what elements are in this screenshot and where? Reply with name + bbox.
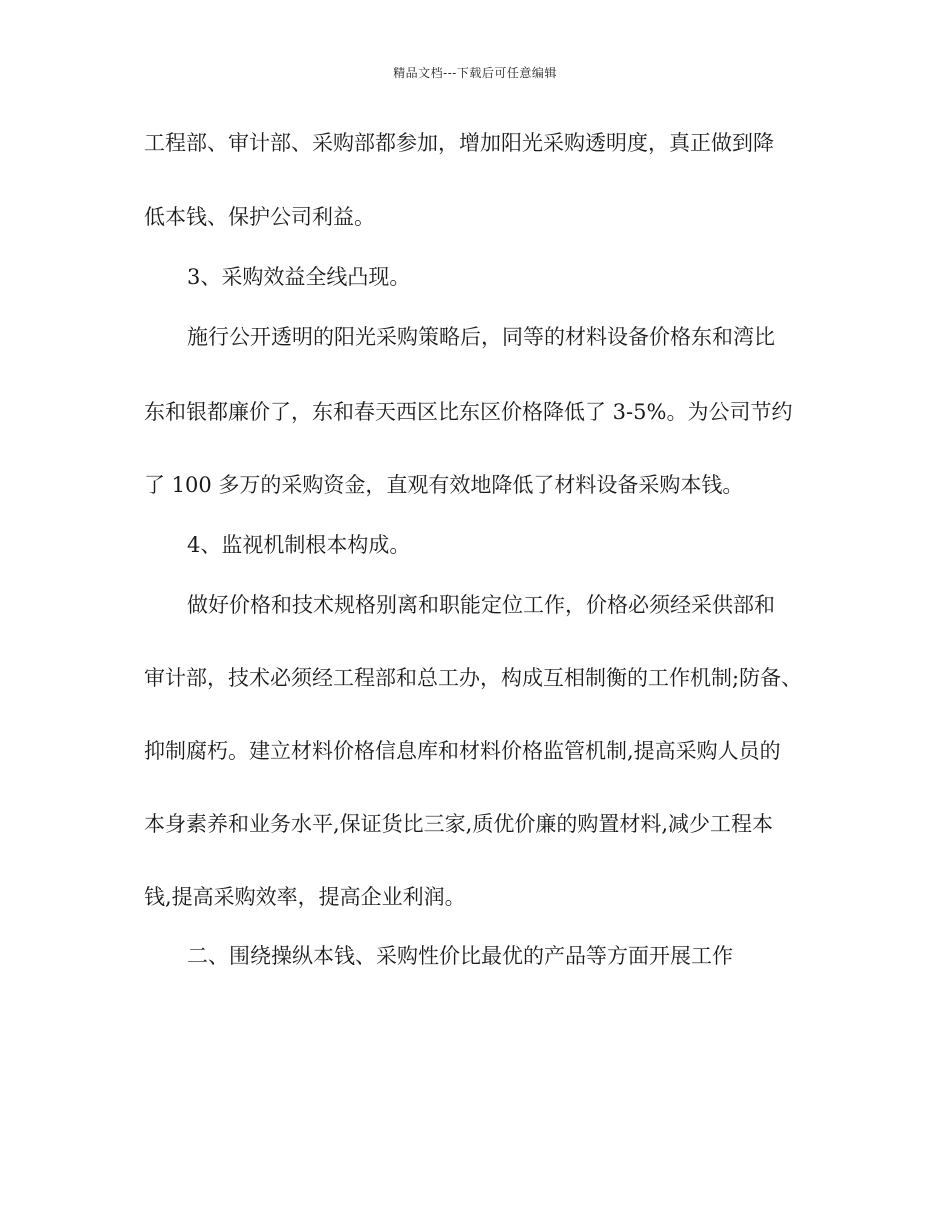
page-header: 精品文档---下载后可任意编辑 [393, 66, 557, 80]
section-heading: 4、监视机制根本构成。 [187, 533, 411, 557]
paragraph-first-line: 施行公开透明的阳光采购策略后，同等的材料设备价格东和湾比 [187, 325, 775, 349]
body-line: 审计部，技术必须经工程部和总工办，构成互相制衡的工作机制;防备、 [144, 666, 803, 690]
body-line: 钱,提高采购效率，提高企业利润。 [144, 885, 466, 909]
section-heading: 二、围绕操纵本钱、采购性价比最优的产品等方面开展工作 [187, 944, 733, 968]
body-line: 了 100 多万的采购资金，直观有效地降低了材料设备采购本钱。 [144, 473, 744, 497]
body-line: 本身素养和业务水平,保证货比三家,质优价廉的购置材料,减少工程本 [144, 812, 774, 836]
body-line: 工程部、审计部、采购部都参加，增加阳光采购透明度，真正做到降 [144, 131, 774, 155]
body-line: 东和银都廉价了，东和春天西区比东区价格降低了 3-5%。为公司节约 [144, 400, 793, 424]
section-heading: 3、采购效益全线凸现。 [187, 265, 411, 289]
body-line: 抑制腐朽。建立材料价格信息库和材料价格监管机制,提高采购人员的 [144, 739, 781, 763]
body-line: 低本钱、保护公司利益。 [144, 205, 375, 229]
paragraph-first-line: 做好价格和技术规格别离和职能定位工作，价格必须经采供部和 [187, 593, 775, 617]
